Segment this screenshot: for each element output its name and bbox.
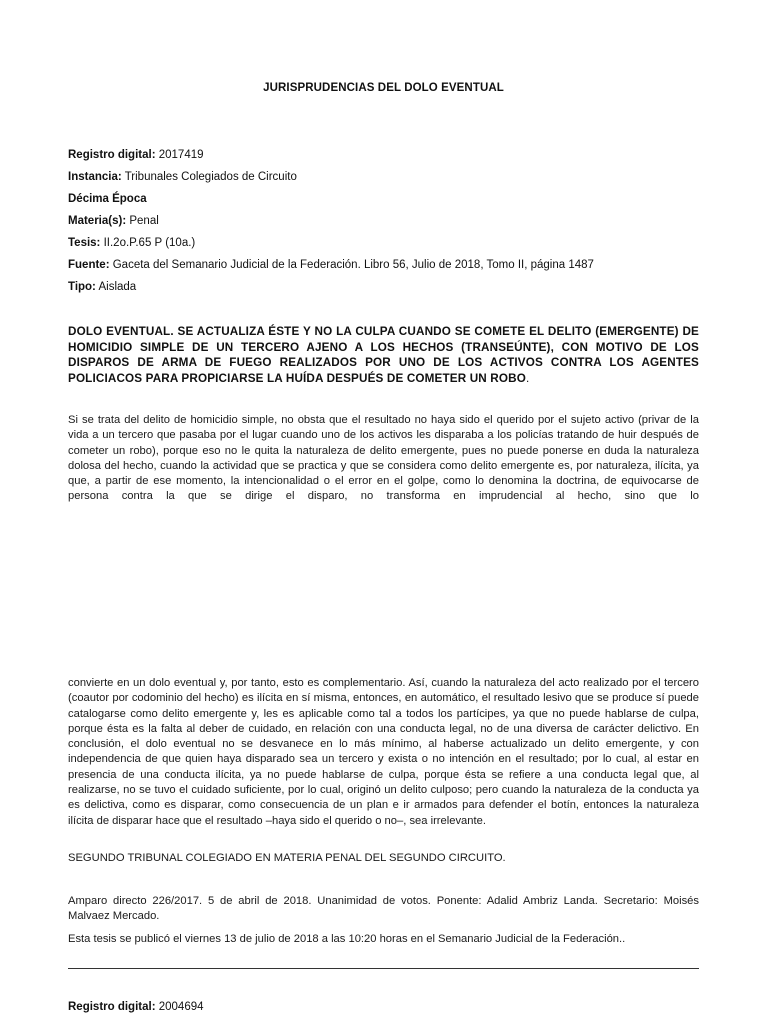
- thesis-heading-text: DOLO EVENTUAL. SE ACTUALIZA ÉSTE Y NO LA CULPA CUANDO SE COMETE EL DELITO (EMERGENTE) DE HOMICIDIO SIMPLE DE UN TERCERO AJENO A LOS HECHOS (TRANSEÚNTE), CON MOTIVO DE LOS DISPAROS DE ARMA DE FUEGO REALIZADOS POR UNO DE LOS ACTIVOS CONTRA LOS AGENTES POLICIACOS PARA PROPICIARSE LA HUÍDA DESPUÉS DE COMETER UN ROBO: [68, 325, 699, 385]
- instancia-row: [68, 171, 699, 183]
- next-registro-digital-label: Registro digital:: [68, 1001, 156, 1013]
- fuente-row: [68, 259, 699, 271]
- tribunal-name: SEGUNDO TRIBUNAL COLEGIADO EN MATERIA PENAL DEL SEGUNDO CIRCUITO.: [68, 852, 506, 864]
- document-title: JURISPRUDENCIAS DEL DOLO EVENTUAL: [263, 82, 504, 94]
- tipo-label: Tipo:: [68, 281, 96, 293]
- body-paragraph-part1: Si se trata del delito de homicidio simple, no obsta que el resultado no haya sido el querido por el sujeto activo (privar de la vida a un tercero que pasaba por el lugar cuando uno de los activos les disparaba a los policías tratando de huir después de cometer un robo), porque eso no le quita la naturaleza de delito emergente, pues no puede ponerse en duda la naturaleza dolosa del hecho, cuando la actividad que se practica y que se considera como delito emergente es, por naturaleza, ilícita, ya que, a partir de ese momento, la intencionalidad o el error en el golpe, como lo denomina la doctrina, de equivocarse de persona contra la que se dirige el disparo, no transforma en imprudencial al hecho, sino que lo: [68, 414, 699, 503]
- section-divider: [68, 968, 699, 969]
- next-registro-digital-value: 2004694: [158, 1001, 204, 1013]
- fuente-value: Gaceta del Semanario Judicial de la Federación. Libro 56, Julio de 2018, Tomo II, página 1487: [112, 259, 594, 271]
- registro-digital-row: [68, 149, 699, 161]
- materia-row: [68, 215, 699, 227]
- thesis-heading-end: .: [525, 371, 530, 385]
- registro-digital-label: Registro digital:: [68, 149, 156, 161]
- tipo-value: Aislada: [98, 281, 137, 293]
- instancia-label: Instancia:: [68, 171, 122, 183]
- instancia-value: Tribunales Colegiados de Circuito: [124, 171, 297, 183]
- tesis-value: II.2o.P.65 P (10a.): [103, 237, 196, 249]
- body-paragraph-part2: convierte en un dolo eventual y, por tanto, esto es complementario. Así, cuando la naturaleza del acto realizado por el tercero (coautor por codominio del hecho) es ilícita en sí misma, entonces, en automático, el resultado lesivo que se produce sí puede catalogarse como delito emergente y, les es aplicable como tal a todos los partícipes, ya que no puede hablarse de culpa, porque ésta es la falta al deber de cuidado, en relación con una conducta legal, no de una diversa de carácter delictivo. En conclusión, el dolo eventual no se desvanece en lo más mínimo, al haberse actualizado un delito emergente, y con independencia de que quien haya disparado sea un tercero y exista o no intención en el resultado; por lo cual, al estar en presencia de una conducta ilícita, ya no puede hablarse de culpa, porque ésta se refiere a una conducta legal que, al realizarse, no se tuvo el cuidado suficiente, por lo cual, originó un delito culposo; pero cuando la naturaleza de la conducta ya es delictiva, como es disparar, como consecuencia de un plan e ir armados para defender el botín, entonces la naturaleza ilícita de disparar hace que el resultado –haya sido el querido o no–, sea irrelevante.: [68, 677, 699, 827]
- registro-digital-value: 2017419: [158, 149, 204, 161]
- fuente-label: Fuente:: [68, 259, 110, 271]
- thesis-heading: [68, 324, 699, 386]
- epoca-row: [68, 193, 699, 205]
- tipo-row: [68, 281, 699, 293]
- materia-value: Penal: [129, 215, 159, 227]
- amparo-details: Amparo directo 226/2017. 5 de abril de 2018. Unanimidad de votos. Ponente: Adalid Ambriz Landa. Secretario: Moisés Malvaez Mercado.: [68, 895, 699, 923]
- epoca-label: Décima Época: [68, 193, 147, 205]
- materia-label: Materia(s):: [68, 215, 127, 227]
- tesis-row: [68, 237, 699, 249]
- tesis-label: Tesis:: [68, 237, 101, 249]
- publication-note: Esta tesis se publicó el viernes 13 de julio de 2018 a las 10:20 horas en el Semanario Judicial de la Federación..: [68, 933, 626, 945]
- next-registro-digital-row: [68, 1001, 699, 1013]
